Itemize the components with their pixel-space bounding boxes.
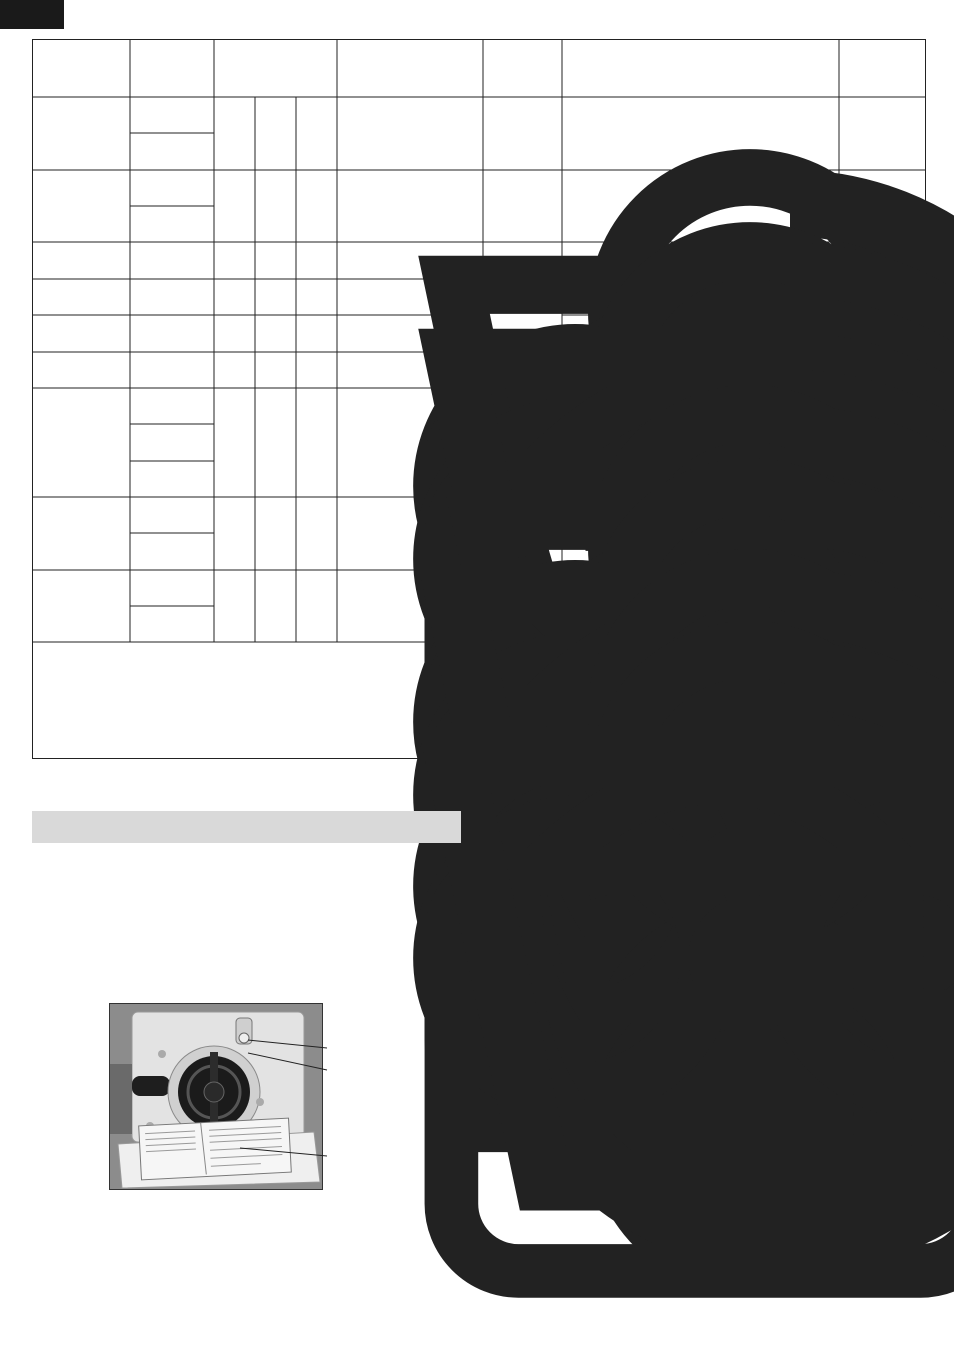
page-corner-tab <box>0 0 64 29</box>
filter-compartment-photo <box>109 1003 323 1190</box>
drain-hose-icon <box>132 1076 170 1096</box>
section-heading-bar <box>32 811 461 843</box>
photo-drawing <box>110 1004 322 1189</box>
programme-table <box>32 39 926 759</box>
